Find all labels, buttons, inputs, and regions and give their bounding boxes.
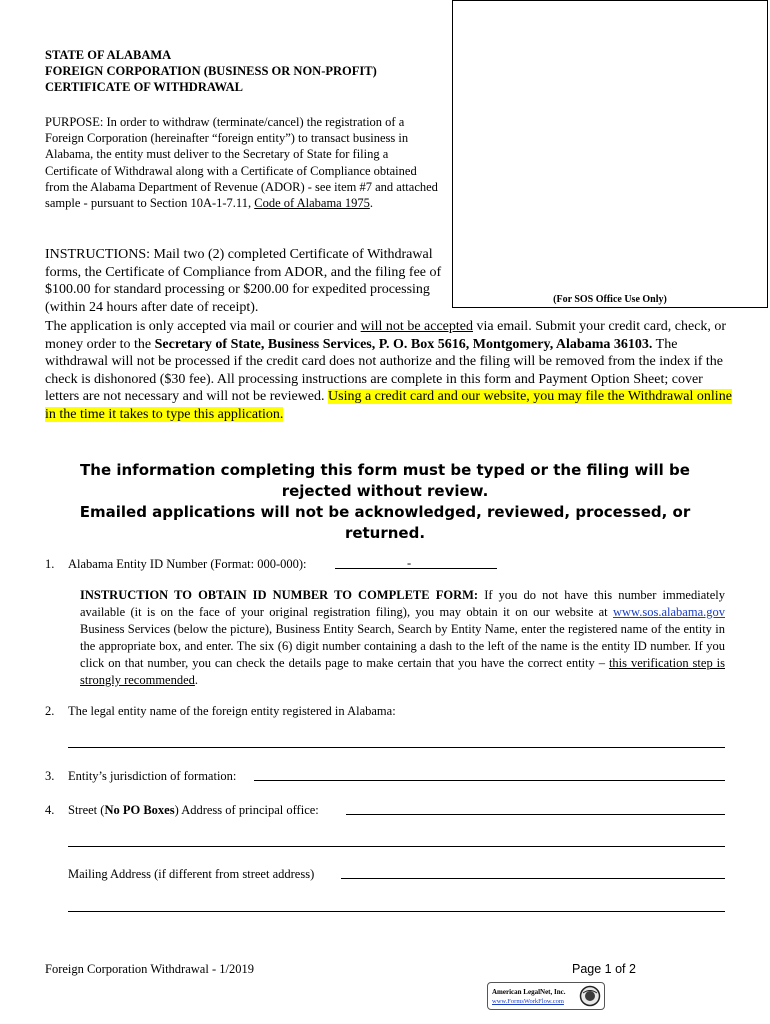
legal-entity-name-field[interactable]: [68, 747, 725, 748]
instructions-part2: [45, 318, 735, 423]
verification-recommended: this verification step is strongly recommended: [80, 656, 725, 687]
mailing-address-label: Mailing Address (if different from street address): [68, 867, 315, 881]
header-form-type: FOREIGN CORPORATION (BUSINESS OR NON-PROFIT): [45, 64, 377, 78]
instr-not-accepted: will not be accepted: [360, 319, 473, 334]
item-1-number: 1.: [45, 557, 55, 571]
mailing-address-field-2[interactable]: [68, 911, 725, 912]
item-4-number: 4.: [45, 803, 55, 817]
principal-office-street-field-2[interactable]: [68, 846, 725, 847]
code-reference: Code of Alabama 1975: [254, 196, 370, 211]
item-4-label: [68, 802, 319, 818]
entity-id-field[interactable]: [335, 568, 497, 569]
instr-text-b: via email. Submit your credit card, check, or money order to the: [45, 319, 727, 352]
principal-office-street-field[interactable]: [346, 814, 725, 815]
warning-typed: The information completing this form must be typed or the filing will be rejected without review.: [80, 461, 690, 500]
logo-website: www.FormsWorkFlow.com: [492, 998, 564, 1005]
item-1-label: Alabama Entity ID Number (Format: 000-000):: [68, 557, 307, 571]
item-2-number: 2.: [45, 704, 55, 718]
sos-office-use-box: [452, 0, 768, 308]
id-instr-text-b: Business Services (below the picture), Business Entity Search, Search by Entity Name, enter the registered name of the entity in the appropriate box, and enter. The six (6) digit number containing a dash to the left of the name is the entity ID number. If you click on that number, you can check the details page to make certain that you have the correct entity –: [80, 622, 725, 670]
warning-block: [45, 460, 725, 544]
item-3-label: Entity’s jurisdiction of formation:: [68, 769, 237, 783]
purpose-end: .: [369, 196, 373, 211]
footer-form-id: Foreign Corporation Withdrawal - 1/2019: [45, 962, 254, 976]
header-certificate: CERTIFICATE OF WITHDRAWAL: [45, 80, 243, 94]
legalnet-logo: [487, 982, 605, 1010]
purpose-text: PURPOSE: In order to withdraw (terminate/cancel) the registration of a Foreign Corporation (hereinafter “foreign entity”) to transact business in Alabama, the entity must deliver to the Secretary of State for filing a Certificate of Withdrawal along with a Certificate of Compliance obtained from the Alabama Department of Revenue (ADOR) - see item #7 and attached sample - pursuant to Section 10A-1-7.11,: [45, 115, 438, 211]
logo-company-name: American LegalNet, Inc.: [492, 988, 566, 996]
item-4-label-a: Street (: [68, 803, 105, 817]
instr-mail-address: Secretary of State, Business Services, P. O. Box 5616, Montgomery, Alabama 36103.: [154, 336, 653, 352]
item-4-no-po-boxes: No PO Boxes: [104, 803, 175, 817]
id-instr-title: INSTRUCTION TO OBTAIN ID NUMBER TO COMPLETE FORM:: [80, 588, 479, 602]
warning-emailed: Emailed applications will not be acknowledged, reviewed, processed, or returned.: [79, 503, 691, 542]
item-2-label: The legal entity name of the foreign entity registered in Alabama:: [68, 704, 396, 718]
instr-text-a: The application is only accepted via mail or courier and: [45, 319, 361, 334]
purpose-paragraph: [45, 114, 440, 211]
mailing-address-field[interactable]: [341, 878, 725, 879]
id-instructions: [80, 587, 725, 689]
entity-id-dash: -: [407, 556, 412, 570]
id-instr-text-a: If you do not have this number immediately available (it is on the face of your original registration filing), you may obtain it on our website at: [80, 588, 725, 619]
item-4-label-b: ) Address of principal office:: [174, 803, 319, 817]
sos-office-use-label: (For SOS Office Use Only): [553, 294, 667, 305]
id-instr-end: .: [194, 673, 199, 687]
globe-icon: [579, 985, 601, 1007]
form-header: [45, 47, 377, 95]
footer-page-number: Page 1 of 2: [572, 962, 636, 976]
header-state: STATE OF ALABAMA: [45, 48, 172, 62]
sos-website-link[interactable]: www.sos.alabama.gov: [612, 605, 725, 619]
instr-online-highlight: Using a credit card and our website, you may file the Withdrawal online in the time it takes to type this application.: [45, 389, 732, 422]
item-3-number: 3.: [45, 769, 55, 783]
instructions-part1: INSTRUCTIONS: Mail two (2) completed Certificate of Withdrawal forms, the Certificate of Compliance from ADOR, and the filing fee of $100.00 for standard processing or $200.00 for expedited processing (within 24 hours after date of receipt).: [45, 247, 442, 315]
jurisdiction-field[interactable]: [254, 780, 725, 781]
instr-text-c: The withdrawal will not be processed if the credit card does not authorize and the filing will be removed from the index if the check is dishonored ($30 fee). All processing instructions are complete in this form and Payment Option Sheet; cover letters are not necessary and will not be reviewed.: [45, 336, 724, 404]
